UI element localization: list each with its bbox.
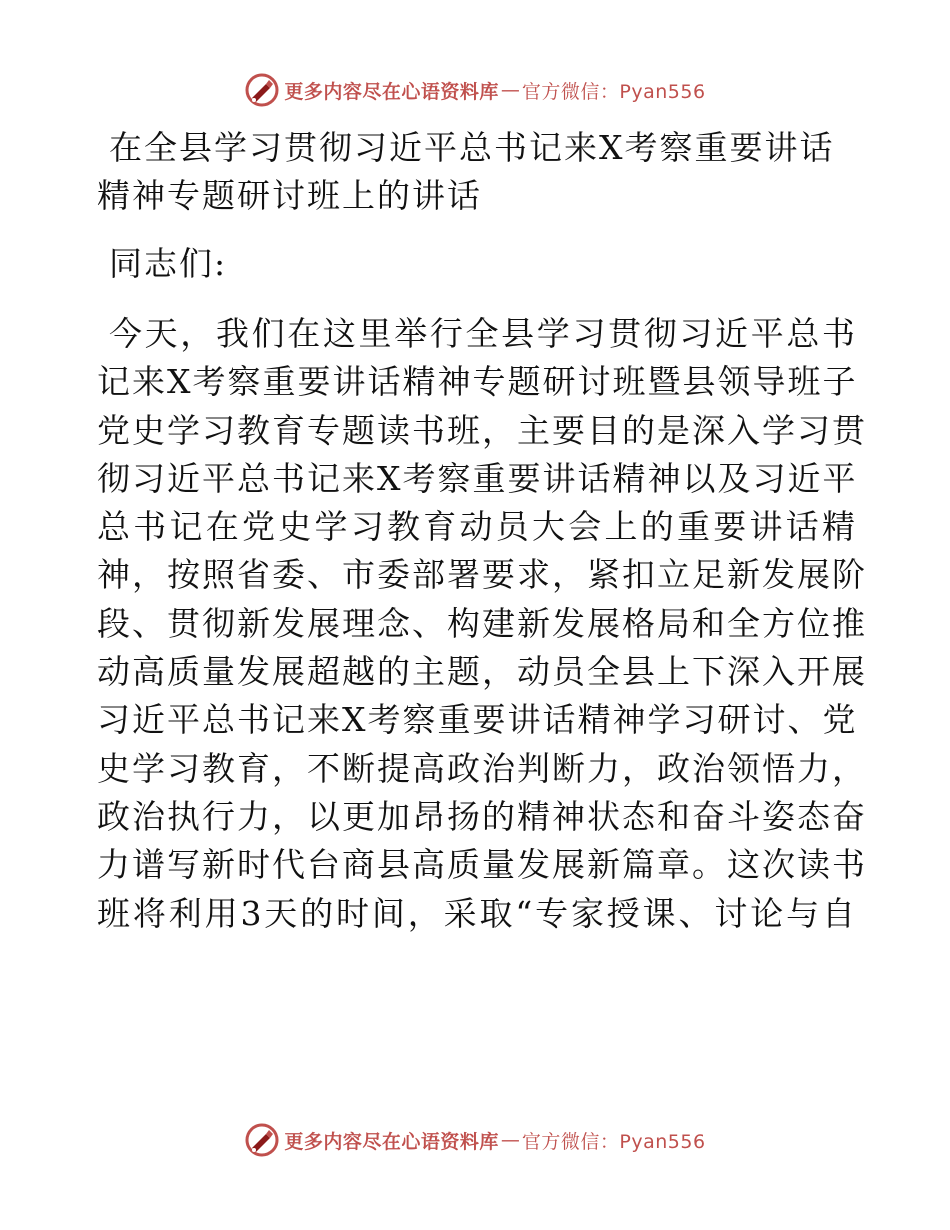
body-paragraph [97, 310, 867, 938]
body-line: 段、贯彻新发展理念、构建新发展格局和全方位推 [97, 603, 867, 643]
title-line-2: 精神专题研讨班上的讲话 [97, 176, 482, 215]
body-line: 力谱写新时代台商县高质量发展新篇章。这次读书 [97, 845, 867, 885]
promo-text: 更多内容尽在心语资料库 [284, 1130, 499, 1153]
pen-logo-icon [244, 1122, 280, 1158]
separator: — [500, 1129, 520, 1151]
body-line: 班将利用3天的时间，采取“专家授课、讨论与自 [97, 893, 857, 933]
document-title [97, 124, 857, 220]
salutation: 同志们: [109, 244, 228, 283]
footer-watermark-banner [0, 1120, 950, 1160]
body-line: 总书记在党史学习教育动员大会上的重要讲话精 [97, 507, 857, 547]
separator: — [500, 79, 520, 101]
promo-text: 更多内容尽在心语资料库 [284, 80, 499, 103]
wechat-contact: 官方微信：Pyan556 [521, 80, 706, 103]
header-watermark-banner [0, 70, 950, 110]
body-line: 记来X考察重要讲话精神专题研讨班暨县领导班子 [97, 362, 858, 402]
body-line: 习近平总书记来X考察重要讲话精神学习研讨、党 [97, 700, 858, 740]
body-line: 今天，我们在这里举行全县学习贯彻习近平总书 [109, 314, 857, 353]
wechat-contact: 官方微信：Pyan556 [521, 1130, 706, 1153]
body-line: 党史学习教育专题读书班，主要目的是深入学习贯 [97, 410, 867, 450]
body-line: 彻习近平总书记来X考察重要讲话精神以及习近平 [97, 458, 858, 498]
body-line: 动高质量发展超越的主题，动员全县上下深入开展 [97, 652, 867, 692]
body-line: 史学习教育，不断提高政治判断力，政治领悟力， [97, 748, 867, 788]
pen-logo-icon [244, 72, 280, 108]
title-line-1: 在全县学习贯彻习近平总书记来X考察重要讲话 [109, 128, 835, 167]
body-line: 政治执行力，以更加昂扬的精神状态和奋斗姿态奋 [97, 796, 867, 836]
body-line: 神，按照省委、市委部署要求，紧扣立足新发展阶 [97, 555, 867, 595]
document-content [97, 124, 867, 938]
